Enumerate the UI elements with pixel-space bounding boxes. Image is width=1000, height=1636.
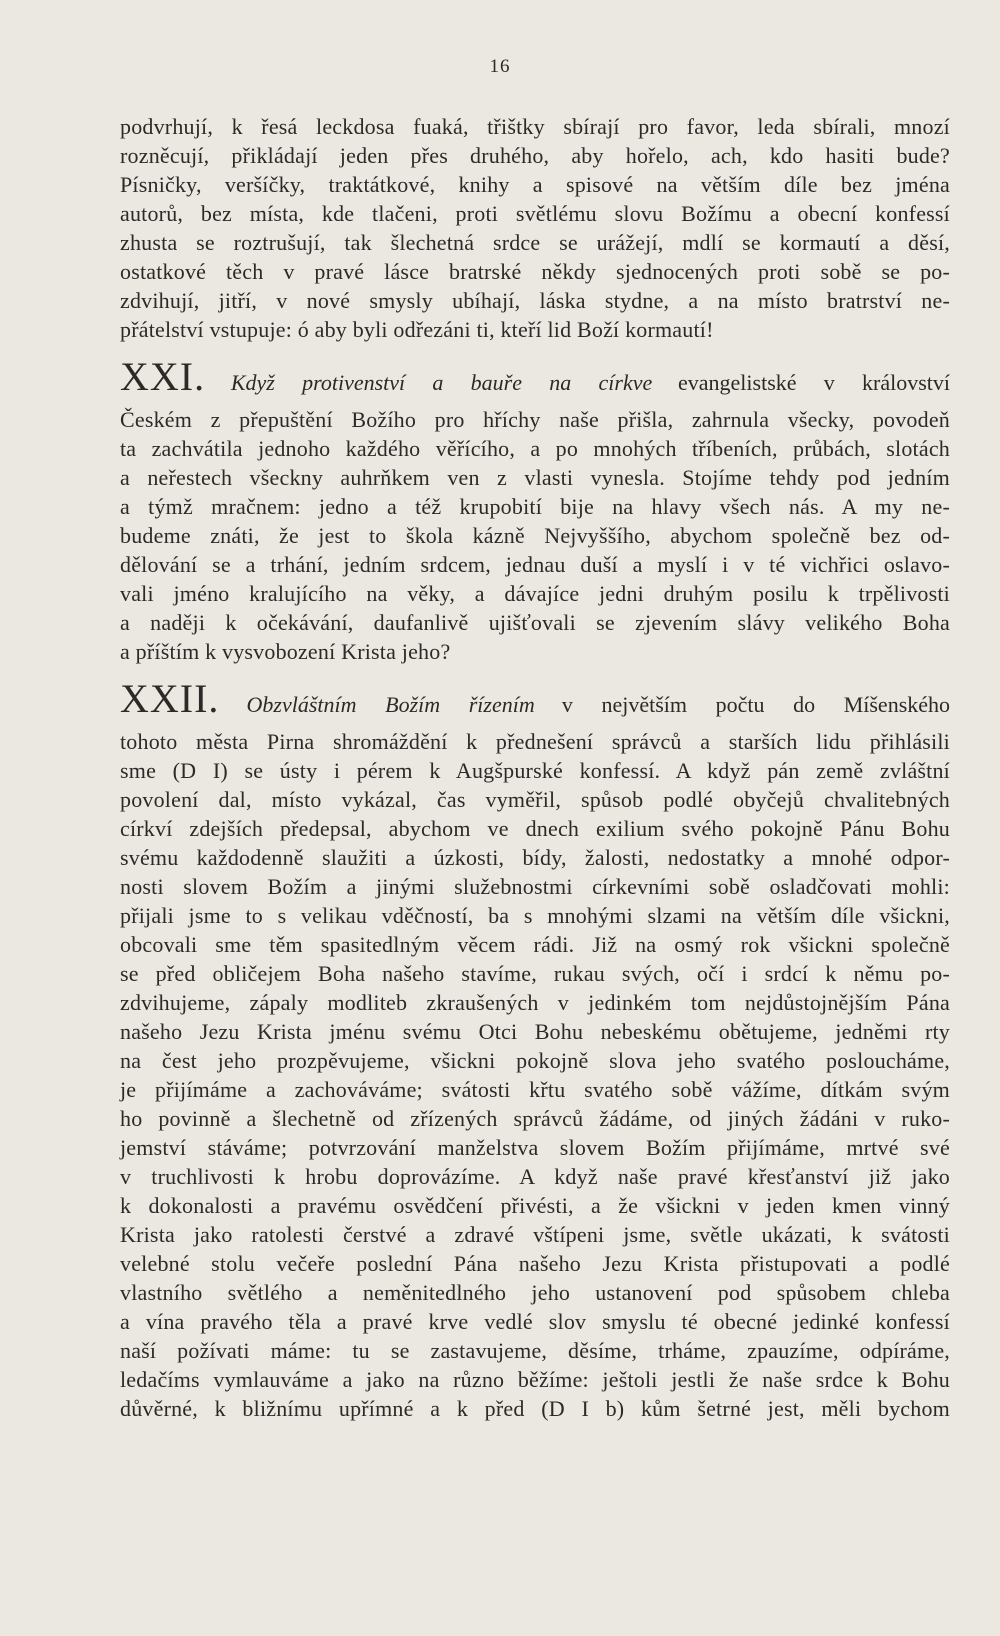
page-body — [120, 112, 950, 1423]
section-heading-text: v největším počtu do Míšenského — [561, 692, 951, 717]
text-line: zdvihují, jitří, v nové smysly ubíhají, láska stydne, a na místo bratrství ne- — [120, 288, 950, 313]
text-line: přátelství vstupuje: ó aby byli odřezáni ti, kteří lid Boží kormautí! — [120, 317, 714, 342]
text-line: zhusta se roztrušují, tak šlechetná srdce se urážejí, mdlí se kormautí a děsí, — [120, 230, 950, 255]
text-line: povolení dal, místo vykázal, čas vyměřil, spůsob podlé obyčejů chvalitebných — [120, 787, 950, 812]
text-line: Krista jako ratolesti čerstvé a zdravé vštípeni jsme, světle ukázati, k svátosti — [120, 1222, 950, 1247]
text-line: podvrhují, k řesá leckdosa fuaká, třištky sbírají pro favor, leda sbírali, mnozí — [120, 114, 950, 139]
text-line: ostatkové těch v pravé lásce bratrské někdy sjednocených proti sobě se po- — [120, 259, 950, 284]
section-numeral: XXII. — [120, 676, 220, 721]
text-line: se před obličejem Boha našeho stavíme, rukau svých, očí i srdcí k němu po- — [120, 961, 950, 986]
section-heading — [120, 354, 951, 405]
text-line: ho povinně a šlechetně od zřízených správců žádáme, od jiných žádáni v ruko- — [120, 1106, 950, 1131]
text-line: budeme znáti, že jest to škola kázně Nejvyššího, abychom společně bez od- — [120, 523, 950, 548]
text-line: důvěrné, k bližnímu upřímné a k před (D I b) kům šetrné jest, měli bychom — [120, 1396, 950, 1421]
text-line: velebné stolu večeře poslední Pána našeho Jezu Krista přistupovati a podlé — [120, 1251, 950, 1276]
text-line: a týmž mračnem: jedno a též krupobití bije na hlavy všech nás. A my ne- — [120, 494, 950, 519]
text-line: církví zdejších předepsal, abychom ve dnech exilium svého pokojně Pánu Bohu — [120, 816, 950, 841]
text-line: naší požívati máme: tu se zastavujeme, děsíme, trháme, zpauzíme, odpíráme, — [120, 1338, 950, 1363]
page-number: 16 — [489, 56, 511, 77]
section-xxi — [120, 354, 951, 666]
section-xxii — [120, 676, 951, 1423]
text-line: Českém z přepuštění Božího pro hříchy naše přišla, zahrnula všecky, povodeň — [120, 407, 950, 432]
text-line: na čest jeho prozpěvujeme, všickni pokojně slova jeho svatého posloucháme, — [120, 1048, 950, 1073]
intro-paragraph — [120, 112, 950, 344]
text-line: k dokonalosti a pravému osvědčení přivésti, a že všickni v jeden kmen vinný — [120, 1193, 950, 1218]
section-heading-italic: Když protivenství a bauře na církve — [230, 370, 653, 395]
text-line: a vína pravého těla a pravé krve vedlé slov smyslu té obecné jedinké konfessí — [120, 1309, 950, 1334]
text-line: obcovali sme těm spasitedlným věcem rádi. Již na osmý rok všickni společně — [120, 932, 950, 957]
text-line: a neřestech všeckny auhrňkem ven z vlasti vynesla. Stojíme tehdy pod jedním — [120, 465, 950, 490]
text-line: ta zachvátila jednoho každého věřícího, a po mnohých tříbeních, průbách, slotách — [120, 436, 950, 461]
section-heading-italic: Obzvláštním Božím řízením — [246, 692, 535, 717]
text-line: zdvihujeme, zápaly modliteb zkraušených v jedinkém tom nejdůstojnějším Pána — [120, 990, 950, 1015]
section-heading — [120, 676, 951, 727]
text-line: jemství stáváme; potvrzování manželstva slovem Božím přijímáme, mrtvé své — [120, 1135, 950, 1160]
section-heading-text: evangelistské v království — [678, 370, 951, 395]
section-numeral: XXI. — [120, 354, 206, 399]
text-line: ledačíms vymlauváme a jako na různo běžíme: ještoli jestli že naše srdce k Bohu — [120, 1367, 950, 1392]
text-line: svému každodenně slaužiti a úzkosti, bídy, žalosti, nedostatky a mnohé odpor- — [120, 845, 950, 870]
text-line: našeho Jezu Krista jménu svému Otci Bohu nebeskému obětujeme, jedněmi rty — [120, 1019, 950, 1044]
text-line: v truchlivosti k hrobu doprovázíme. A když naše pravé křesťanství již jako — [120, 1164, 950, 1189]
text-line: vlastního světlého a neměnitedlného jeho ustanovení pod spůsobem chleba — [120, 1280, 950, 1305]
text-line: dělování se a trhání, jedním srdcem, jednau duší a myslí i v té vichřici oslavo- — [120, 552, 950, 577]
text-line: a naději k očekávání, daufanlivě ujišťovali se zjevením slávy velikého Boha — [120, 610, 950, 635]
text-line: přijali jsme to s velikau vděčností, ba s mnohými slzami na větším díle všickni, — [120, 903, 950, 928]
text-line: Písničky, veršíčky, traktátkové, knihy a spisové na větším díle bez jména — [120, 172, 950, 197]
text-line: rozněcují, přikládají jeden přes druhého, aby hořelo, ach, kdo hasiti bude? — [120, 143, 950, 168]
text-line: nosti slovem Božím a jinými služebnostmi církevními sobě osladčovati mohli: — [120, 874, 950, 899]
text-line: je přijímáme a zachováváme; svátosti křtu svatého sobě vážíme, dítkám svým — [120, 1077, 950, 1102]
text-line: tohoto města Pirna shromáždění k přednešení správců a starších lidu přihlásili — [120, 729, 950, 754]
text-line: autorů, bez místa, kde tlačeni, proti světlému slovu Božímu a obecní konfessí — [120, 201, 950, 226]
text-line: a příštím k vysvobození Krista jeho? — [120, 639, 451, 664]
text-line: sme (D I) se ústy i pérem k Augšpurské konfessí. A když pán země zvláštní — [120, 758, 950, 783]
text-line: vali jméno kralujícího na věky, a dávajíce jedni druhým posilu k trpělivosti — [120, 581, 950, 606]
